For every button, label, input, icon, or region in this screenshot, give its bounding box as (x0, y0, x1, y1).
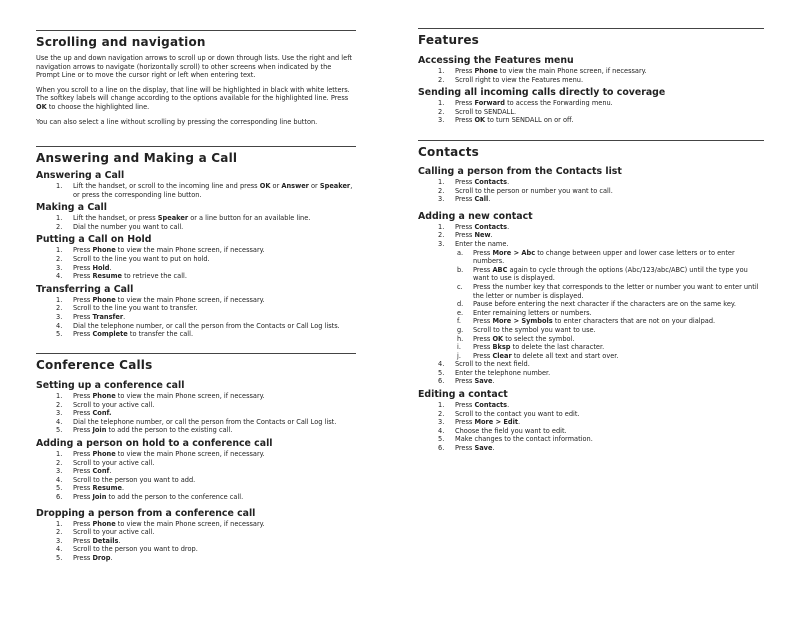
list-item: 4. Press Resume to retrieve the call. (56, 272, 187, 281)
list-item: 3. Press Call. (438, 195, 491, 204)
list-item: 3. Enter the name. (438, 239, 509, 248)
conference-heading: Conference Calls (36, 353, 356, 372)
list-item: 2. Scroll to your active call. (56, 400, 155, 409)
list-item: 1. Lift the handset, or scroll to the incoming line and press OK or Answer or Speaker, or press the corresponding line button. (56, 182, 353, 199)
list-item: d. Pause before entering the next character if the characters are on the same key. (457, 300, 736, 309)
access-features-subheading: Accessing the Features menu (418, 55, 574, 66)
list-item: 4. Scroll to the person you want to add. (56, 475, 196, 484)
hold-subheading: Putting a Call on Hold (36, 234, 152, 246)
list-item: 1. Press Phone to view the main Phone screen, if necessary. (56, 392, 265, 400)
list-item: 4. Scroll to the next field. (438, 360, 530, 369)
hold-steps (36, 246, 356, 280)
list-item: 6. Press Join to add the person to the conference call. (56, 492, 244, 501)
list-item: e. Enter remaining letters or numbers. (457, 308, 592, 317)
list-item: h. Press OK to select the symbol. (457, 334, 575, 343)
making-call-subheading: Making a Call (36, 202, 107, 214)
scrolling-paragraph-1: Use the up and down navigation arrows to scroll up or down through lists. Use the right and left navigation arrows to navigate (horizontally scroll) to other screens when indicated by the Prompt Line or to move the cursor right or left when entering text. (36, 54, 352, 80)
list-item: 2. Scroll to the contact you want to edit. (438, 409, 580, 418)
list-item: 5. Press Complete to transfer the call. (56, 330, 194, 339)
list-item: 5. Enter the telephone number. (438, 368, 551, 377)
list-item: 3. Press OK to turn SENDALL on or off. (438, 116, 574, 125)
list-item: f. Press More > Symbols to enter characters that are not on your dialpad. (457, 317, 716, 326)
list-item: 6. Press Save. (438, 377, 495, 386)
list-item: 4. Dial the telephone number, or call the person from the Contacts or Call Log list. (56, 417, 337, 426)
drop-person-subheading: Dropping a person from a conference call (36, 507, 256, 519)
scrolling-paragraph-2: When you scroll to a line on the display, that line will be highlighted in black with white letters. The softkey labels will change according to the options available for the highlighted line. Press OK to choose the highlighted line. (36, 85, 350, 111)
list-item: 2. Scroll to the line you want to put on hold. (56, 254, 210, 263)
scrolling-heading: Scrolling and navigation (36, 30, 356, 49)
add-contact-steps (418, 223, 764, 386)
scrolling-section (36, 30, 356, 132)
list-item: 4. Scroll to the person you want to drop. (56, 545, 198, 554)
list-item: 1. Press Phone to view the main Phone screen, if necessary. (56, 246, 265, 255)
send-all-subheading: Sending all incoming calls directly to coverage (418, 87, 666, 99)
list-item: j. Press Clear to delete all text and start over. (457, 351, 619, 360)
list-item: a. Press More > Abc to change between upper and lower case letters or to enter numbers. (457, 248, 735, 266)
list-item: 1. Press Phone to view the main Phone screen, if necessary. (56, 519, 265, 528)
list-item: g. Scroll to the symbol you want to use. (457, 325, 596, 334)
list-item: 2. Scroll to your active call. (56, 528, 155, 537)
call-contact-steps (418, 178, 764, 204)
list-item: b. Press ABC again to cycle through the options (Abc/123/abc/ABC) until the type you want to use is displayed. (457, 265, 748, 283)
scrolling-paragraph-3: You can also select a line without scrolling by pressing the corresponding line button. (36, 117, 318, 126)
list-item: 4. Dial the telephone number, or call the person from the Contacts or Call Log lists. (56, 321, 340, 330)
contacts-heading: Contacts (418, 140, 764, 159)
list-item: 3. Press Details. (56, 536, 121, 545)
list-item: 5. Make changes to the contact information. (438, 435, 593, 444)
list-item: 2. Scroll to the person or number you want to call. (438, 186, 613, 195)
edit-contact-steps (418, 401, 764, 453)
drop-person-steps (36, 520, 356, 563)
list-item: 1. Press Contacts. (438, 222, 510, 231)
features-section (418, 28, 764, 125)
access-features-steps (418, 67, 764, 84)
list-item: 3. Press Conf. (56, 467, 112, 476)
list-item: 2. Scroll right to view the Features menu. (438, 75, 584, 84)
answering-heading: Answering and Making a Call (36, 146, 356, 165)
list-item: 2. Press New. (438, 231, 493, 240)
contacts-section (418, 140, 764, 453)
list-item: 5. Press Drop. (56, 553, 113, 562)
list-item: c. Press the number key that corresponds to the letter or number you want to enter until the letter or number is displayed. (457, 282, 759, 300)
add-hold-subheading: Adding a person on hold to a conference call (36, 437, 273, 449)
list-item: 2. Dial the number you want to call. (56, 222, 184, 231)
list-item: 3. Press Transfer. (56, 312, 126, 321)
list-item: 1. Press Forward to access the Forwarding menu. (438, 99, 613, 108)
answering-section (36, 146, 356, 339)
list-item: 1. Press Contacts. (438, 401, 510, 410)
list-item: 5. Press Join to add the person to the existing call. (56, 426, 233, 435)
conference-section (36, 353, 356, 563)
list-item: 4. Choose the field you want to edit. (438, 426, 567, 435)
list-item: 1. Press Phone to view the main Phone screen, if necessary. (438, 67, 647, 75)
add-contact-subheading: Adding a new contact (418, 210, 533, 222)
setup-conference-subheading: Setting up a conference call (36, 380, 185, 391)
list-item: 6. Press Save. (438, 444, 495, 453)
setup-conference-steps (36, 392, 356, 435)
list-item: 2. Scroll to your active call. (56, 458, 155, 467)
list-item: 2. Scroll to SENDALL. (438, 107, 517, 116)
features-heading: Features (418, 28, 764, 47)
add-hold-steps (36, 450, 356, 502)
call-contact-subheading: Calling a person from the Contacts list (418, 166, 622, 177)
list-item: 1. Press Phone to view the main Phone screen, if necessary. (56, 295, 265, 304)
transfer-steps (36, 296, 356, 339)
list-item: 2. Scroll to the line you want to transfer. (56, 304, 198, 313)
list-item: 3. Press Conf. (56, 409, 112, 418)
making-call-steps (36, 214, 356, 231)
transfer-subheading: Transferring a Call (36, 283, 134, 295)
answering-call-steps (36, 182, 356, 199)
send-all-steps (418, 99, 764, 125)
list-item: 3. Press Hold. (56, 263, 112, 272)
list-item: 5. Press Resume. (56, 484, 125, 493)
list-item: 1. Press Contacts. (438, 178, 510, 186)
edit-contact-subheading: Editing a contact (418, 389, 508, 401)
list-item: 1. Lift the handset, or press Speaker or a line button for an available line. (56, 214, 311, 223)
list-item: i. Press Bksp to delete the last character. (457, 343, 605, 352)
answering-call-subheading: Answering a Call (36, 170, 125, 181)
list-item: 1. Press Phone to view the main Phone screen, if necessary. (56, 449, 265, 458)
list-item: 3. Press More > Edit. (438, 418, 521, 427)
